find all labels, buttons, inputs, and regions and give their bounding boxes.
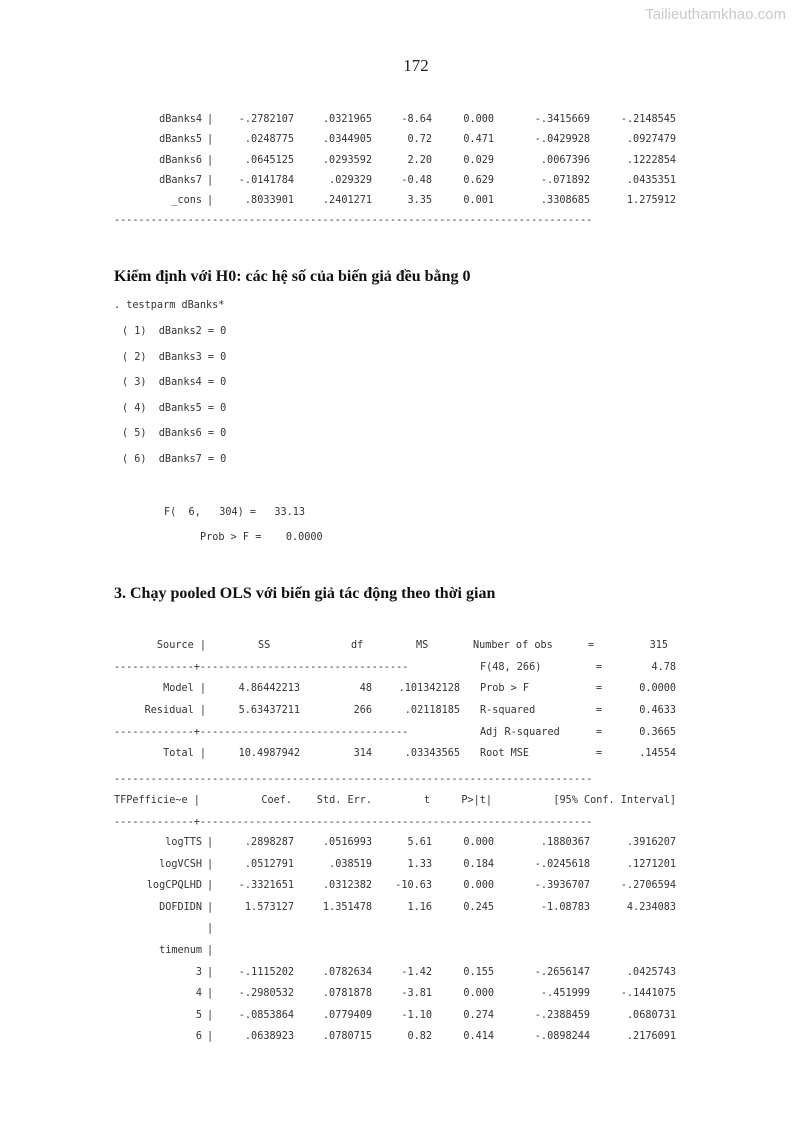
model-stat-label: Number of obs	[473, 640, 553, 651]
cell-se: .0781878	[322, 988, 372, 1000]
table-row	[0, 919, 794, 939]
prob-f: Prob > F = 0.0000	[200, 532, 323, 543]
cell-hi: .3916207	[626, 837, 676, 848]
cell-sep: |	[207, 923, 214, 935]
anova-header-ms: MS	[416, 640, 429, 651]
anova-model-source: Model |	[163, 683, 206, 694]
cell-p: 0.000	[463, 880, 494, 892]
cell-p: 0.184	[463, 858, 494, 870]
anova-residual-df: 266	[353, 705, 372, 716]
cell-lo: -.0429928	[534, 134, 590, 146]
cell-sep: |	[207, 1009, 214, 1021]
section-heading-h0-test: Kiểm định với H0: các hệ số của biến giả đều bằng 0	[114, 268, 471, 285]
model-stat-label: Prob > F	[480, 683, 530, 694]
model-stat-label: Root MSE	[480, 748, 530, 759]
table-row	[0, 130, 794, 150]
model-stat-value: 4.78	[651, 662, 676, 673]
anova-total-source: Total |	[163, 748, 206, 759]
cell-name: 5	[195, 1009, 202, 1021]
header-coef: Coef.	[261, 795, 292, 806]
model-stat-value: 0.3665	[639, 727, 676, 738]
cell-t: -1.10	[401, 1009, 432, 1021]
cell-hi: .1271201	[626, 858, 676, 870]
cell-t: -3.81	[401, 988, 432, 1000]
cell-p: 0.629	[463, 174, 494, 186]
cell-name: 6	[195, 1031, 202, 1043]
cell-hi: .0927479	[626, 134, 676, 146]
cell-t: 1.16	[407, 901, 432, 913]
anova-model-df: 48	[359, 683, 372, 694]
cell-coef: .2898287	[244, 837, 294, 848]
anova-total-ms: .03343565	[404, 748, 460, 759]
table-rule: ------------------------------------------------------------------------------	[114, 215, 593, 226]
anova-total-df: 314	[353, 748, 372, 759]
cell-name: dBanks7	[159, 174, 202, 186]
model-stat-value: 315	[649, 640, 668, 651]
cell-name: logVCSH	[159, 858, 202, 870]
cell-t: 3.35	[407, 195, 432, 207]
cell-t: 2.20	[407, 154, 432, 166]
cell-name: logTTS	[165, 837, 202, 848]
cell-hi: 1.275912	[626, 195, 676, 207]
section-heading-pooled-ols: 3. Chạy pooled OLS với biến giả tác động theo thời gian	[114, 585, 496, 602]
cell-lo: .0067396	[540, 154, 590, 166]
cell-p: 0.414	[463, 1031, 494, 1043]
anova-residual-source: Residual |	[144, 705, 206, 716]
cell-sep: |	[207, 966, 214, 978]
cell-hi: -.2706594	[620, 880, 676, 892]
cell-t: -0.48	[401, 174, 432, 186]
constraint-item: ( 3) dBanks4 = 0	[122, 377, 227, 389]
cell-hi: .0435351	[626, 174, 676, 186]
table-row	[0, 855, 794, 875]
header-p: P>|t|	[461, 795, 492, 806]
cell-p: 0.001	[463, 195, 494, 207]
cell-hi: .0425743	[626, 966, 676, 978]
cell-lo: .3308685	[540, 195, 590, 207]
table-row	[0, 110, 794, 130]
table-row	[0, 984, 794, 1004]
table-rule: -------------+----------------------------------------------------------------	[114, 817, 593, 828]
model-stat-label: F(48, 266)	[480, 662, 542, 673]
cell-hi: .2176091	[626, 1031, 676, 1043]
cell-t: -10.63	[395, 880, 432, 892]
coef-table-header	[0, 795, 794, 811]
header-dependent-var: TFPefficie~e |	[114, 795, 200, 806]
cell-p: 0.029	[463, 154, 494, 166]
cell-sep: |	[207, 837, 214, 848]
table-row	[0, 941, 794, 961]
anova-total-ss: 10.4987942	[238, 748, 300, 759]
cell-hi: -.1441075	[620, 988, 676, 1000]
anova-residual-ss: 5.63437211	[238, 705, 300, 716]
page-number: 172	[403, 56, 429, 75]
constraint-item: ( 5) dBanks6 = 0	[122, 428, 227, 440]
cell-coef: .0512791	[244, 858, 294, 870]
cell-t: 1.33	[407, 858, 432, 870]
cell-se: .0312382	[322, 880, 372, 892]
constraint-item: ( 4) dBanks5 = 0	[122, 402, 227, 414]
cell-coef: .0638923	[244, 1031, 294, 1043]
table-rule: ------------------------------------------------------------------------------	[114, 774, 593, 785]
anova-residual-ms: .02118185	[404, 705, 460, 716]
cell-sep: |	[207, 134, 214, 146]
cell-p: 0.000	[463, 988, 494, 1000]
anova-model-ms: .101342128	[398, 683, 460, 694]
cell-coef: .0248775	[244, 134, 294, 146]
cell-sep: |	[207, 858, 214, 870]
cell-se: .029329	[329, 174, 372, 186]
table-row	[0, 898, 794, 918]
cell-se: .0516993	[322, 837, 372, 848]
model-stat-value: 0.4633	[639, 705, 676, 716]
cell-lo: -.3936707	[534, 880, 590, 892]
cell-coef: 1.573127	[244, 901, 294, 913]
cell-t: 5.61	[407, 837, 432, 848]
cell-se: .0321965	[322, 114, 372, 125]
cell-sep: |	[207, 174, 214, 186]
cell-sep: |	[207, 114, 214, 125]
cell-name: _cons	[171, 195, 202, 207]
cell-t: -1.42	[401, 966, 432, 978]
cell-p: 0.155	[463, 966, 494, 978]
cell-t: -8.64	[401, 114, 432, 125]
cell-t: 0.82	[407, 1031, 432, 1043]
table-row	[0, 963, 794, 983]
cell-name: dBanks6	[159, 154, 202, 166]
model-stat-equals: =	[596, 748, 603, 759]
constraint-item: ( 2) dBanks3 = 0	[122, 351, 227, 363]
cell-coef: -.3321651	[238, 880, 294, 892]
cell-coef: -.2980532	[238, 988, 294, 1000]
model-stat-equals: =	[596, 662, 603, 673]
model-stat-equals: =	[588, 640, 595, 651]
header-std-err: Std. Err.	[316, 795, 372, 806]
cell-coef: .8033901	[244, 195, 294, 207]
cell-t: 0.72	[407, 134, 432, 146]
cell-p: 0.000	[463, 837, 494, 848]
cell-lo: -.0245618	[534, 858, 590, 870]
table-row	[0, 151, 794, 171]
model-stat-equals: =	[596, 683, 603, 694]
table-row	[0, 833, 794, 853]
cell-coef: -.1115202	[238, 966, 294, 978]
cell-p: 0.000	[463, 114, 494, 125]
anova-table	[0, 640, 794, 770]
cell-name: 4	[195, 988, 202, 1000]
table-row	[0, 171, 794, 191]
cell-lo: -.3415669	[534, 114, 590, 125]
cell-se: 1.351478	[322, 901, 372, 913]
testparm-command: . testparm dBanks*	[114, 300, 225, 311]
cell-coef: -.0141784	[238, 174, 294, 186]
f-statistic: F( 6, 304) = 33.13	[164, 507, 306, 518]
anova-rule: -------------+----------------------------------	[114, 727, 409, 738]
anova-header-source: Source |	[156, 640, 206, 651]
watermark-text: Tailieuthamkhao.com	[645, 6, 786, 23]
anova-model-ss: 4.86442213	[238, 683, 300, 694]
cell-lo: -.0898244	[534, 1031, 590, 1043]
cell-sep: |	[207, 945, 214, 956]
table-row	[0, 1027, 794, 1047]
cell-name: timenum	[159, 945, 202, 956]
model-stat-equals: =	[596, 727, 603, 738]
cell-name: 3	[195, 966, 202, 978]
cell-sep: |	[207, 880, 214, 892]
cell-p: 0.274	[463, 1009, 494, 1021]
anova-header-df: df	[351, 640, 364, 651]
model-stat-label: Adj R-squared	[480, 727, 560, 738]
cell-coef: -.2782107	[238, 114, 294, 125]
cell-se: .0344905	[322, 134, 372, 146]
model-stat-value: 0.0000	[639, 683, 676, 694]
cell-se: .0779409	[322, 1009, 372, 1021]
cell-hi: 4.234083	[626, 901, 676, 913]
cell-p: 0.245	[463, 901, 494, 913]
cell-lo: -.451999	[540, 988, 590, 1000]
cell-coef: -.0853864	[238, 1009, 294, 1021]
cell-p: 0.471	[463, 134, 494, 146]
cell-coef: .0645125	[244, 154, 294, 166]
cell-se: .0293592	[322, 154, 372, 166]
header-t: t	[423, 795, 430, 806]
cell-se: .2401271	[322, 195, 372, 207]
model-stat-value: .14554	[639, 748, 676, 759]
model-stat-label: R-squared	[480, 705, 536, 716]
anova-header-ss: SS	[258, 640, 271, 651]
cell-lo: -.2656147	[534, 966, 590, 978]
table-row	[0, 876, 794, 896]
cell-hi: .1222854	[626, 154, 676, 166]
cell-sep: |	[207, 988, 214, 1000]
cell-lo: -.2388459	[534, 1009, 590, 1021]
cell-name: DOFDIDN	[159, 901, 202, 913]
cell-lo: .1880367	[540, 837, 590, 848]
cell-se: .0782634	[322, 966, 372, 978]
constraint-item: ( 6) dBanks7 = 0	[122, 454, 227, 465]
cell-hi: -.2148545	[620, 114, 676, 125]
anova-rule: -------------+----------------------------------	[114, 662, 409, 673]
table-row	[0, 1006, 794, 1026]
header-ci: [95% Conf. Interval]	[553, 795, 676, 806]
cell-hi: .0680731	[626, 1009, 676, 1021]
model-stat-equals: =	[596, 705, 603, 716]
constraint-item: ( 1) dBanks2 = 0	[122, 326, 227, 337]
cell-sep: |	[207, 195, 214, 207]
cell-sep: |	[207, 1031, 214, 1043]
cell-sep: |	[207, 901, 214, 913]
cell-sep: |	[207, 154, 214, 166]
cell-se: .038519	[329, 858, 372, 870]
cell-se: .0780715	[322, 1031, 372, 1043]
cell-name: dBanks4	[159, 114, 202, 125]
table-row	[0, 191, 794, 211]
cell-lo: -1.08783	[540, 901, 590, 913]
cell-lo: -.071892	[540, 174, 590, 186]
cell-name: logCPQLHD	[146, 880, 202, 892]
cell-name: dBanks5	[159, 134, 202, 146]
